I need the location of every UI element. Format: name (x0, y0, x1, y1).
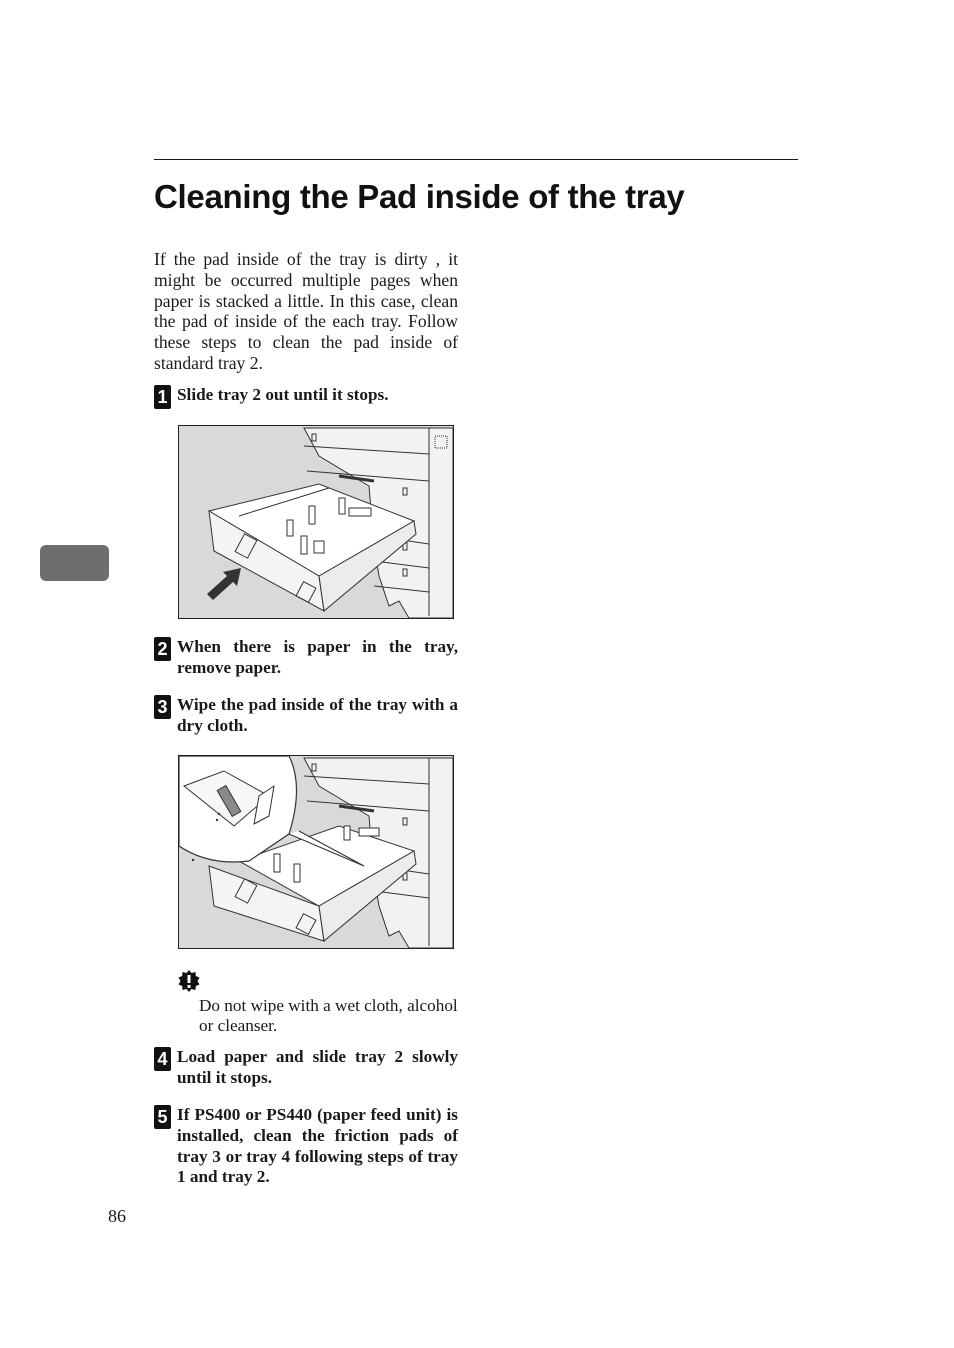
step-5-text: If PS400 or PS440 (paper feed unit) is installed, clean the friction pads of tray 3 or tray 4 following steps of tray 1 and tray 2. (177, 1105, 458, 1187)
step-1-number: 1 (154, 385, 171, 409)
step-4 (154, 1047, 458, 1089)
tray-slide-out-illustration (178, 425, 454, 619)
step-5 (154, 1105, 458, 1188)
header-rule (154, 159, 798, 160)
step-2-number: 2 (154, 637, 171, 661)
important-note-text: Do not wipe with a wet cloth, alcohol or cleanser. (199, 996, 458, 1035)
step-3 (154, 695, 458, 737)
step-2-text: When there is paper in the tray, remove paper. (177, 637, 458, 677)
page-title: Cleaning the Pad inside of the tray (154, 178, 685, 215)
important-icon (178, 970, 200, 992)
step-3-number: 3 (154, 695, 171, 719)
step-2 (154, 637, 458, 679)
page-number: 86 (108, 1206, 126, 1226)
step-3-text: Wipe the pad inside of the tray with a dry cloth. (177, 695, 458, 735)
wipe-pad-illustration (178, 755, 454, 949)
step-1-text: Slide tray 2 out until it stops. (177, 385, 389, 404)
intro-paragraph: If the pad inside of the tray is dirty , it might be occurred multiple pages when paper is stacked a little. In this case, clean the pad of inside of the each tray. Follow these steps to clean the pad inside of standard tray 2. (154, 249, 458, 373)
step-5-number: 5 (154, 1105, 171, 1129)
chapter-tab (40, 545, 109, 581)
step-4-text: Load paper and slide tray 2 slowly until it stops. (177, 1047, 458, 1087)
step-1 (154, 385, 458, 406)
step-4-number: 4 (154, 1047, 171, 1071)
